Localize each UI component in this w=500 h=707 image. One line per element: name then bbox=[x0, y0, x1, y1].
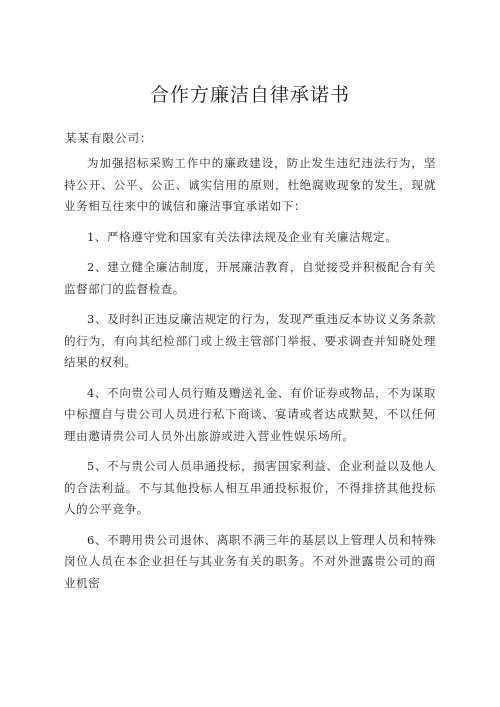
commitment-item-4: 4、不向贵公司人员行贿及赠送礼金、有价证券或物品，不为谋取中标擅自与贵公司人员进行私下商谈、宴请或者达成默契，不以任何理由邀请贵公司人员外出旅游或进入营业性娱乐场所。 bbox=[64, 385, 436, 443]
commitment-item-2: 2、建立健全廉洁制度，开展廉洁教育，自觉接受并积极配合有关监督部门的监督检查。 bbox=[64, 260, 436, 296]
commitment-item-3: 3、及时纠正违反廉洁规定的行为，发现严重违反本协议义务条款的行为，有向其纪检部门或上级主管部门举报、要求调查并知晓处理结果的权利。 bbox=[64, 312, 436, 369]
intro-paragraph: 为加强招标采购工作中的廉政建设，防止发生违纪违法行为，坚持公开、公平、公正、诚实信用的原则，杜绝腐败现象的发生，现就业务相互往来中的诚信和廉洁事宜承诺如下： bbox=[64, 156, 436, 213]
commitment-item-1: 1、严格遵守党和国家有关法律法规及企业有关廉洁规定。 bbox=[87, 229, 398, 244]
document-title: 合作方廉洁自律承诺书 bbox=[149, 84, 350, 106]
salutation: 某某有限公司： bbox=[65, 131, 153, 145]
document-body bbox=[64, 153, 436, 603]
commitment-item-6: 6、不聘用贵公司退休、离职不满三年的基层以上管理人员和特殊岗位人员在本企业担任与其业务有关的职务。不对外泄露贵公司的商业机密 bbox=[64, 532, 436, 590]
commitment-item-5: 5、不与贵公司人员串通投标，损害国家利益、企业利益以及他人的合法利益。不与其他投标人相互串通投标报价，不得排挤其他投标人的公平竞争。 bbox=[64, 459, 436, 516]
